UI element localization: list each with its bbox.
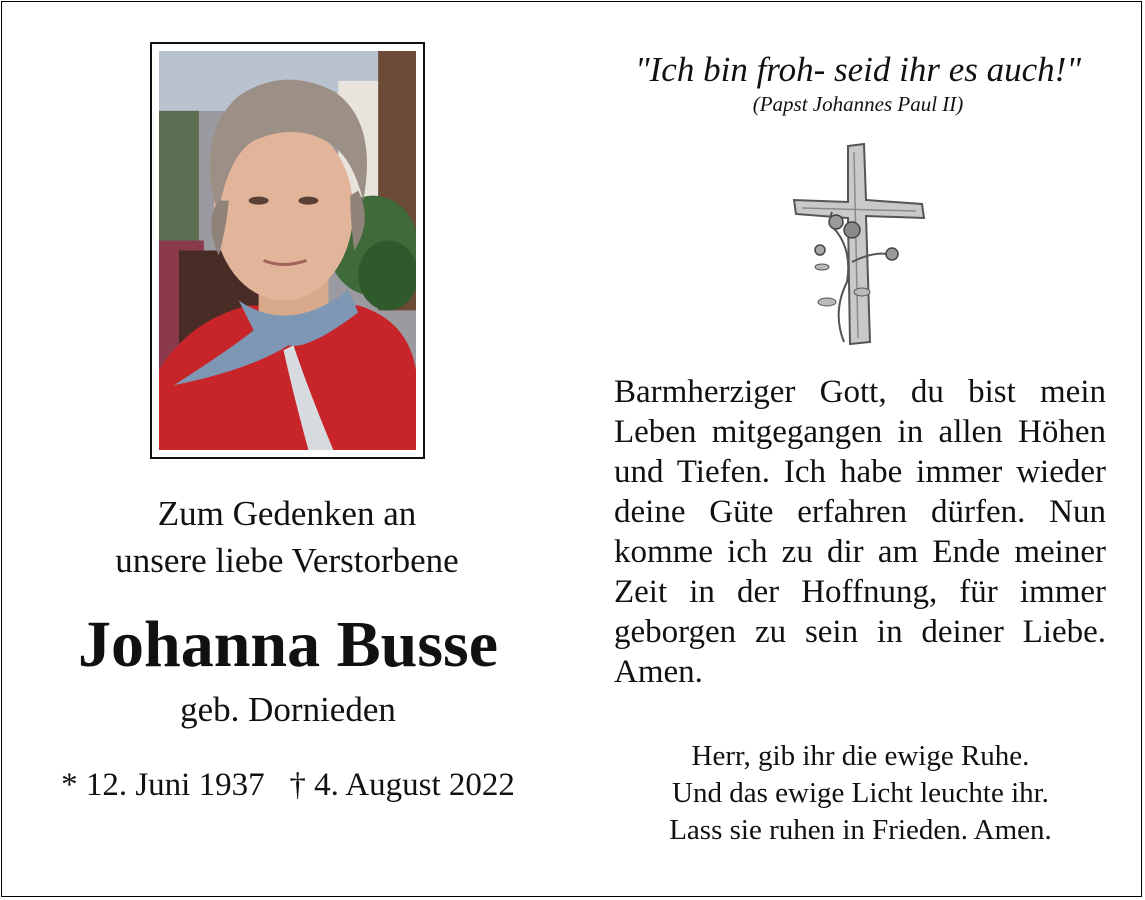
memorial-line-1: Zum Gedenken an (157, 494, 417, 533)
cross-icon (792, 142, 928, 346)
prayer-text: Barmherziger Gott, du bist mein Leben mitgegangen in allen Höhen und Tiefen. Ich habe immer wieder deine Güte erfahren dürfen. Nun komme ich zu dir am Ende meiner Zeit in der Hoffnung, für immer geborgen zu sein in deiner Liebe. Amen. (614, 374, 1106, 690)
quote-source: (Papst Johannes Paul II) (752, 92, 964, 116)
portrait-photo (159, 51, 416, 450)
deceased-name: Johanna Busse (77, 608, 498, 681)
closing-line-3: Lass sie ruhen in Frieden. Amen. (669, 814, 1052, 846)
memorial-card (1, 1, 1142, 897)
memorial-line-2: unsere liebe Verstorbene (115, 541, 459, 580)
portrait-frame (150, 42, 425, 459)
birth-date: * 12. Juni 1937 (61, 767, 265, 803)
death-date: † 4. August 2022 (289, 767, 515, 803)
life-dates (2, 764, 574, 806)
closing-line-1: Herr, gib ihr die ewige Ruhe. (691, 740, 1030, 772)
quote: "Ich bin froh- seid ihr es auch!" (634, 50, 1082, 89)
closing-line-2: Und das ewige Licht leuchte ihr. (672, 777, 1049, 809)
birth-name: geb. Dornieden (180, 690, 396, 729)
